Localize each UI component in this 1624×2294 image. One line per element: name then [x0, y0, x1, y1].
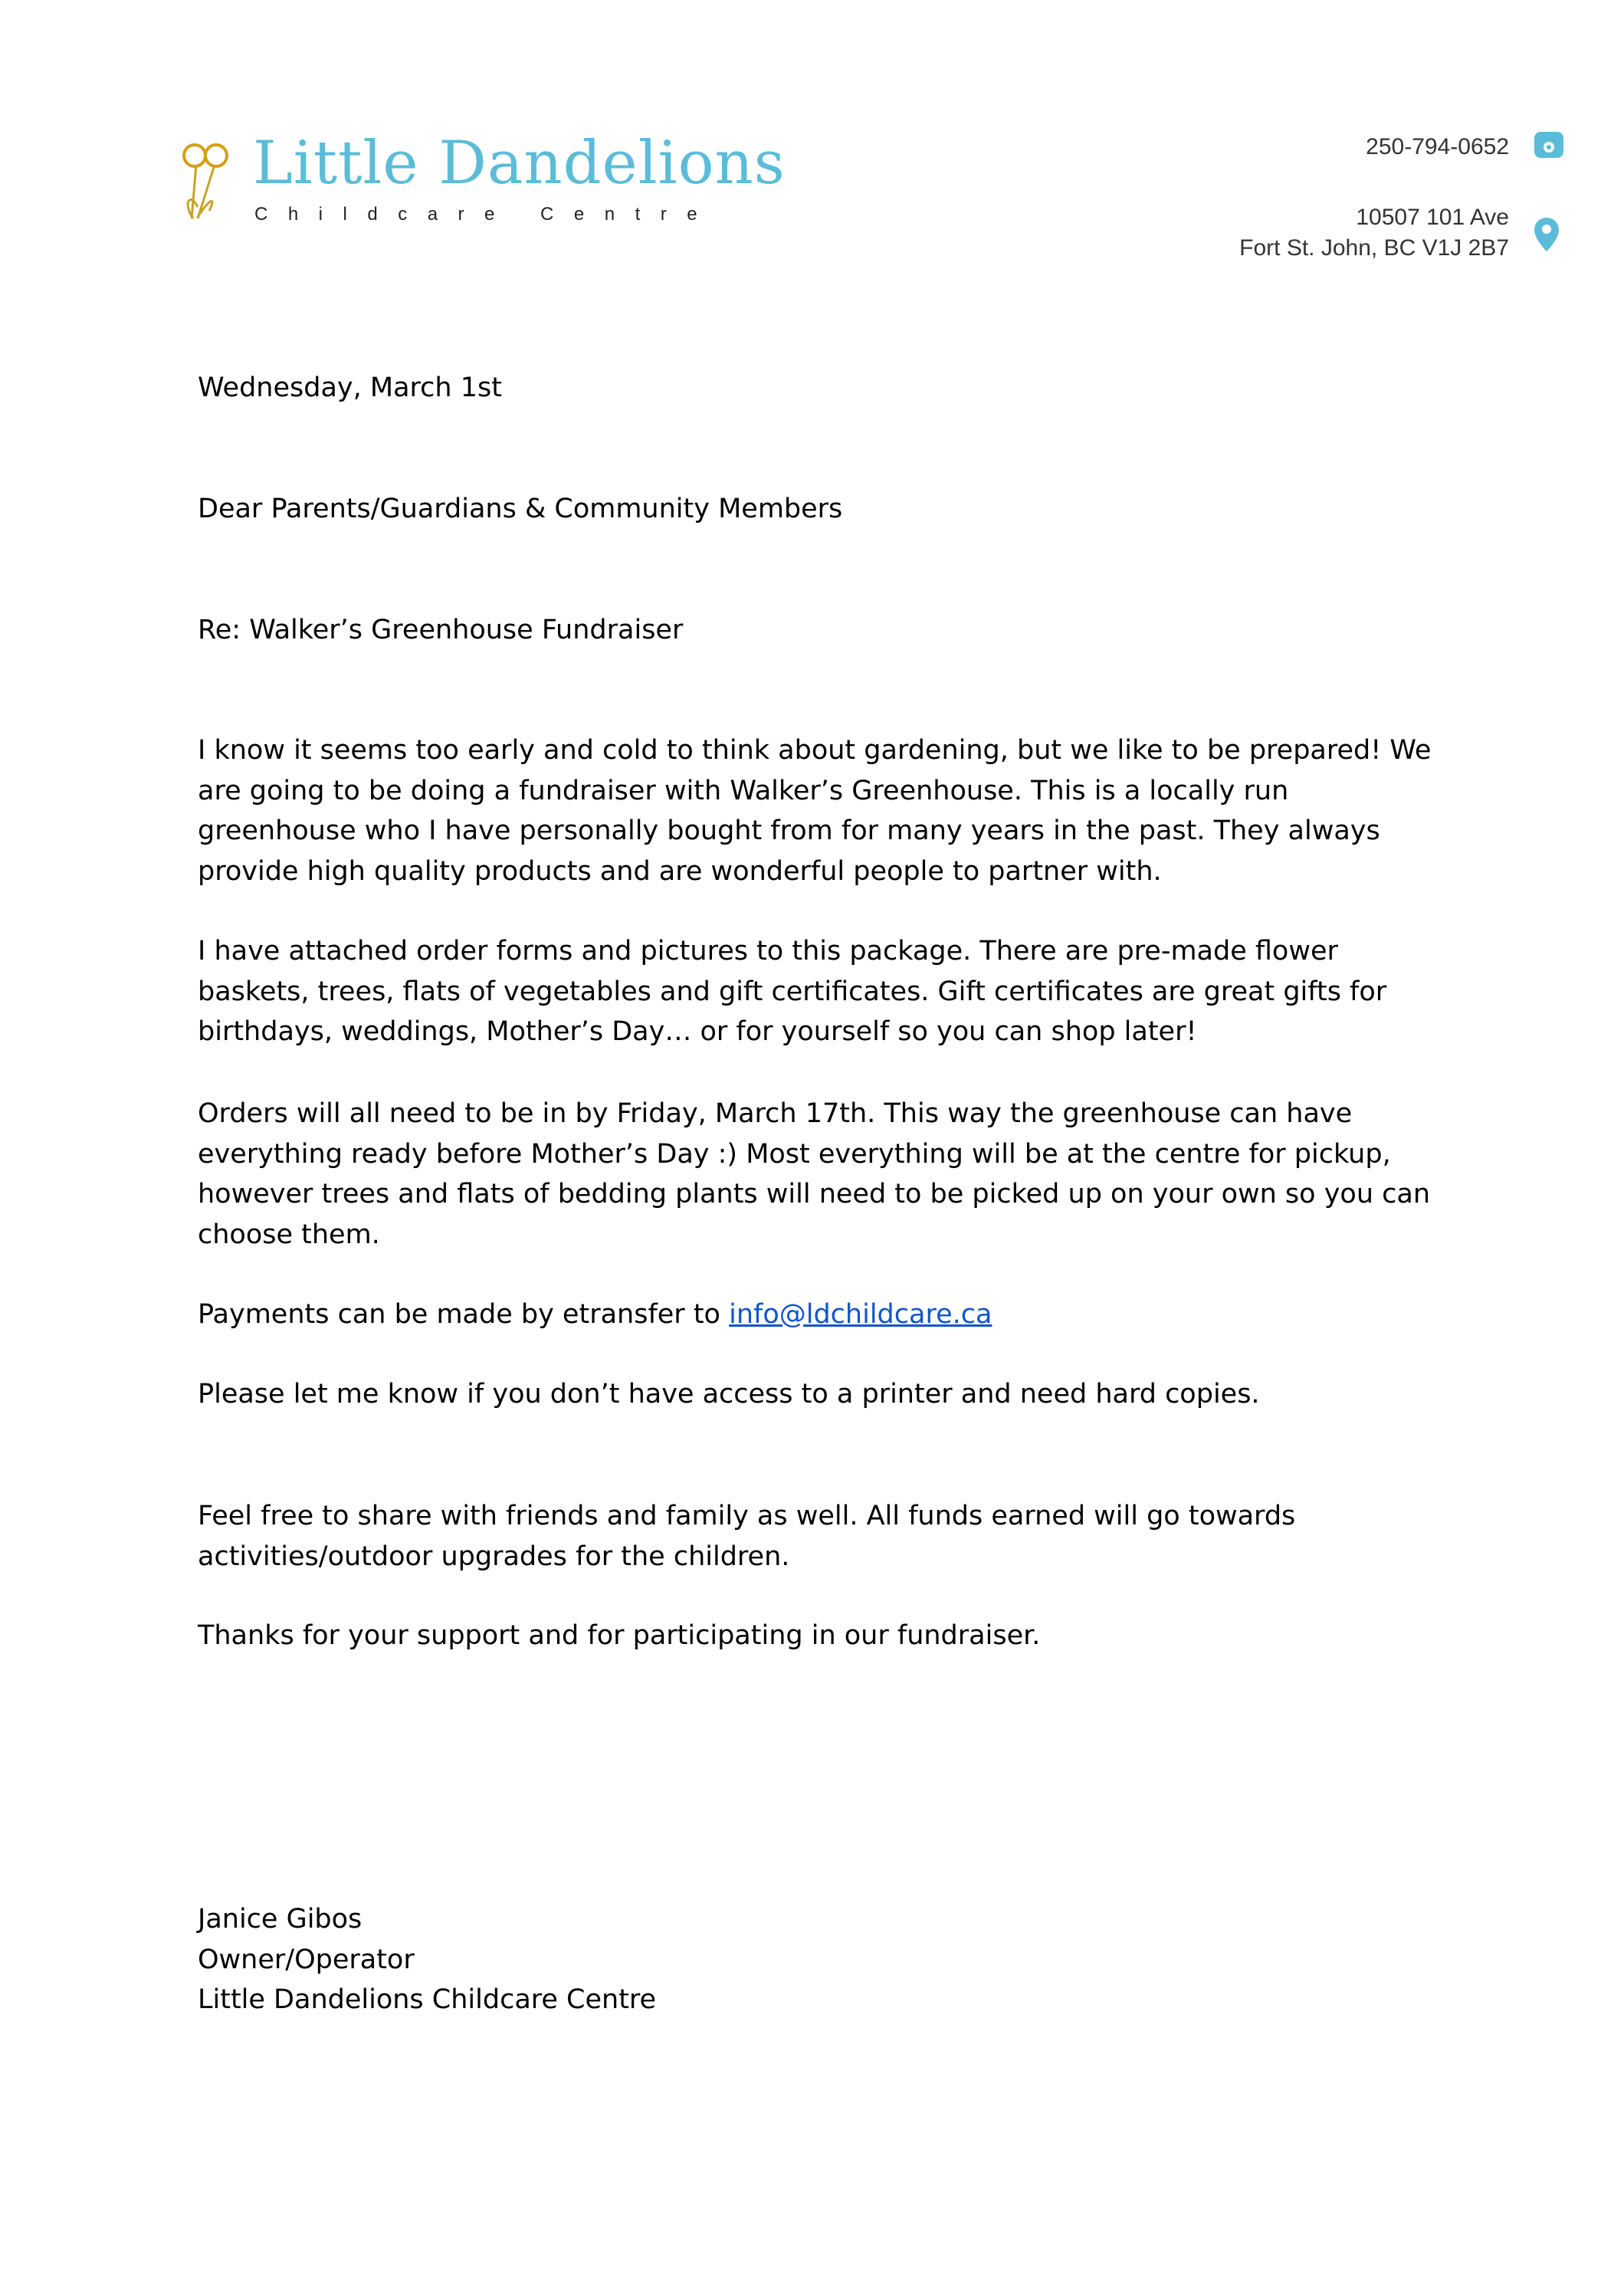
- payments-line: [198, 1295, 1455, 1335]
- address-line1: 10507 101 Ave: [1356, 205, 1509, 230]
- email-link[interactable]: info@ldchildcare.ca: [729, 1299, 992, 1330]
- thanks-line: Thanks for your support and for participating in our fundraiser.: [198, 1620, 1041, 1651]
- signature-title: Owner/Operator: [198, 1944, 415, 1975]
- signature-org: Little Dandelions Childcare Centre: [198, 1984, 657, 2015]
- signature-block: [198, 1899, 1455, 2020]
- printer-note: Please let me know if you don’t have access to a printer and need hard copies.: [198, 1379, 1260, 1410]
- logo-title: Little Dandelions: [253, 129, 786, 198]
- payments-text: Payments can be made by etransfer to: [198, 1299, 730, 1330]
- address-line2: Fort St. John, BC V1J 2B7: [1239, 235, 1509, 261]
- phone-icon: [1533, 129, 1565, 165]
- share-note: Feel free to share with friends and family as well. All funds earned will go towards activities/outdoor upgrades for the children.: [198, 1501, 1296, 1572]
- paragraph-deadline: Orders will all need to be in by Friday, March 17th. This way the greenhouse can have everything ready before Mother’s Day :) Most everything will be at the centre for pickup, however trees and flats of bedding plants will need to be picked up on your own so you can choose them.: [198, 1098, 1431, 1250]
- paragraph-order-forms: I have attached order forms and pictures to this package. There are pre-made flower baskets, trees, flats of vegetables and gift certificates. Gift certificates are great gifts for birthdays, weddings, Mother’s Day… or for yourself so you can shop later!: [198, 936, 1387, 1047]
- logo-flower-icon: [175, 134, 236, 230]
- phone-number: 250-794-0652: [1366, 134, 1509, 159]
- salutation: Dear Parents/Guardians & Community Members: [198, 494, 843, 524]
- paragraph-intro: I know it seems too early and cold to think about gardening, but we like to be prepared! We are going to be doing a fundraiser with Walker’s Greenhouse. This is a locally run greenhouse who I have personally bought from for many years in the past. They always provide high quality products and are wonderful people to partner with.: [198, 735, 1432, 887]
- logo-subtitle: Childcare Centre: [254, 204, 718, 225]
- letter-date: Wednesday, March 1st: [198, 372, 502, 403]
- subject-line: Re: Walker’s Greenhouse Fundraiser: [198, 615, 684, 645]
- signature-name: Janice Gibos: [198, 1904, 363, 1935]
- location-pin-icon: [1533, 216, 1560, 257]
- address: [1239, 202, 1509, 264]
